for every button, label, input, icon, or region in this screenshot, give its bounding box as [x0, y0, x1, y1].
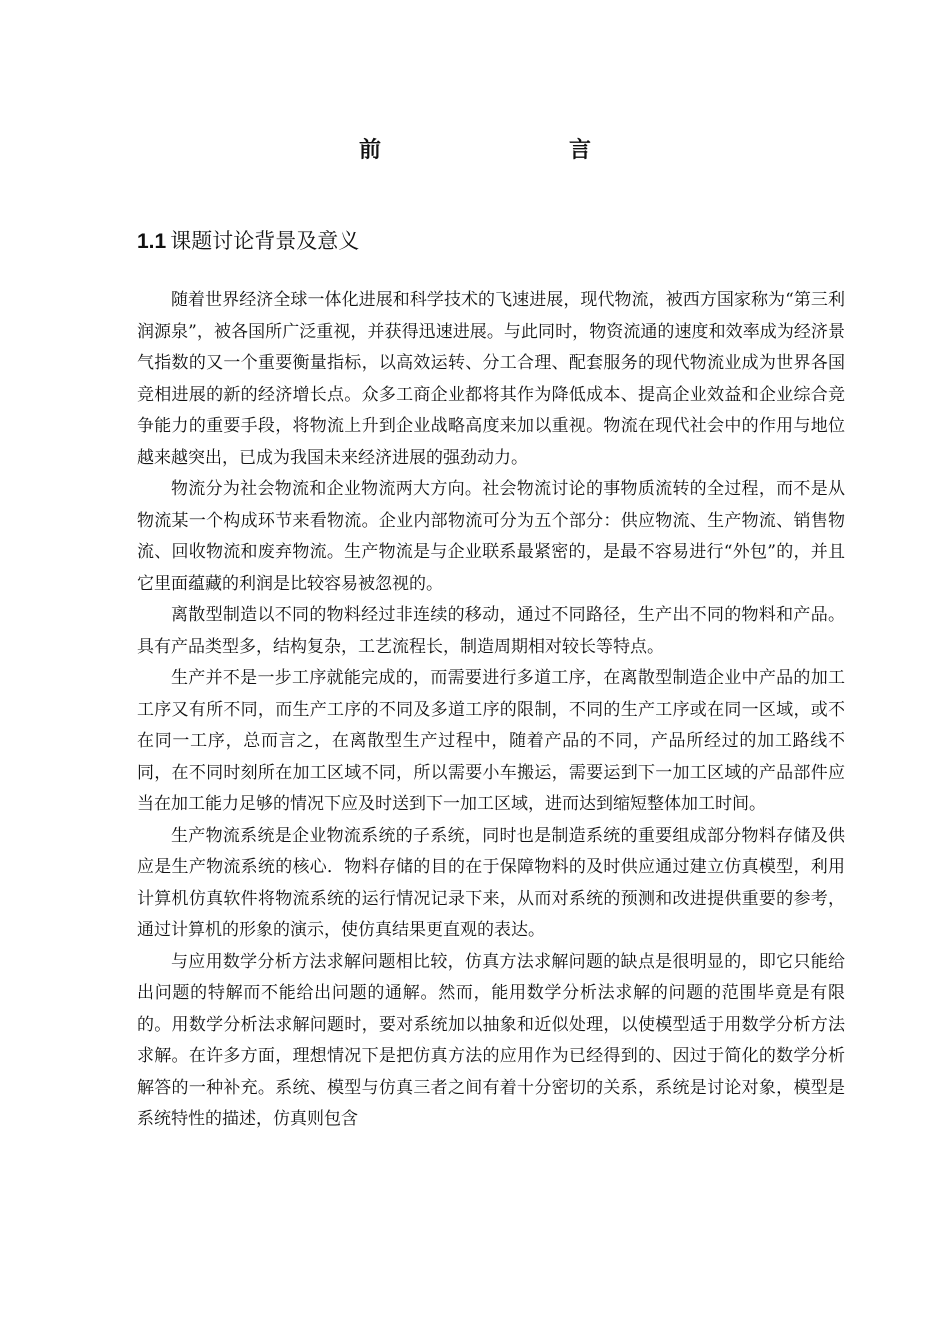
paragraph: 生产物流系统是企业物流系统的子系统，同时也是制造系统的重要组成部分物料存储及供应是生产物流系统的核心．物料存储的目的在于保障物料的及时供应通过建立仿真模型，利用计算机仿真软件将物流系统的运行情况记录下来，从而对系统的预测和改进提供重要的参考，通过计算机的形象的演示，使仿真结果更直观的表达。 [137, 825, 845, 940]
paragraph: 与应用数学分析方法求解问题相比较，仿真方法求解问题的缺点是很明显的，即它只能给出问题的特解而不能给出问题的通解。然而，能用数学分析法求解的问题的范围毕竟是有限的。用数学分析法求解问题时，要对系统加以抽象和近似处理，以使模型适于用数学分析方法求解。在许多方面，理想情况下是把仿真方法的应用作为已经得到的、因过于简化的数学分析解答的一种补充。系统、模型与仿真三者之间有着十分密切的关系，系统是讨论对象，模型是系统特性的描述，仿真则包含 [137, 951, 845, 1129]
paragraph: 离散型制造以不同的物料经过非连续的移动，通过不同路径，生产出不同的物料和产品。具有产品类型多，结构复杂，工艺流程长，制造周期相对较长等特点。 [137, 605, 845, 657]
section-title: 课题讨论背景及意义 [170, 229, 360, 254]
paragraph: 物流分为社会物流和企业物流两大方向。社会物流讨论的事物质流转的全过程，而不是从物流某一个构成环节来看物流。企业内部物流可分为五个部分：供应物流、生产物流、销售物流、回收物流和废弃物流。生产物流是与企业联系最紧密的，是最不容易进行“外包”的，并且它里面蕴藏的利润是比较容易被忽视的。 [137, 479, 845, 594]
section-heading [137, 225, 359, 255]
body-text [137, 285, 845, 1136]
paragraph: 随着世界经济全球一体化进展和科学技术的飞速进展，现代物流，被西方国家称为“第三利润源泉”，被各国所广泛重视，并获得迅速进展。与此同时，物资流通的速度和效率成为经济景气指数的又一个重要衡量指标，以高效运转、分工合理、配套服务的现代物流业成为世界各国竞相进展的新的经济增长点。众多工商企业都将其作为降低成本、提高企业效益和企业综合竞争能力的重要手段，将物流上升到企业战略高度来加以重视。物流在现代社会中的作用与地位越来越突出，已成为我国未来经济进展的强劲动力。 [137, 290, 845, 468]
paragraph: 生产并不是一步工序就能完成的，而需要进行多道工序，在离散型制造企业中产品的加工工序又有所不同，而生产工序的不同及多道工序的限制，不同的生产工序或在同一区域，或不在同一工序，总而言之，在离散型生产过程中，随着产品的不同，产品所经过的加工路线不同，在不同时刻所在加工区域不同，所以需要小车搬运，需要运到下一加工区域的产品部件应当在加工能力足够的情况下应及时送到下一加工区域，进而达到缩短整体加工时间。 [137, 668, 845, 814]
page-title: 前 言 [358, 137, 639, 163]
section-number: 1.1 [137, 230, 167, 254]
